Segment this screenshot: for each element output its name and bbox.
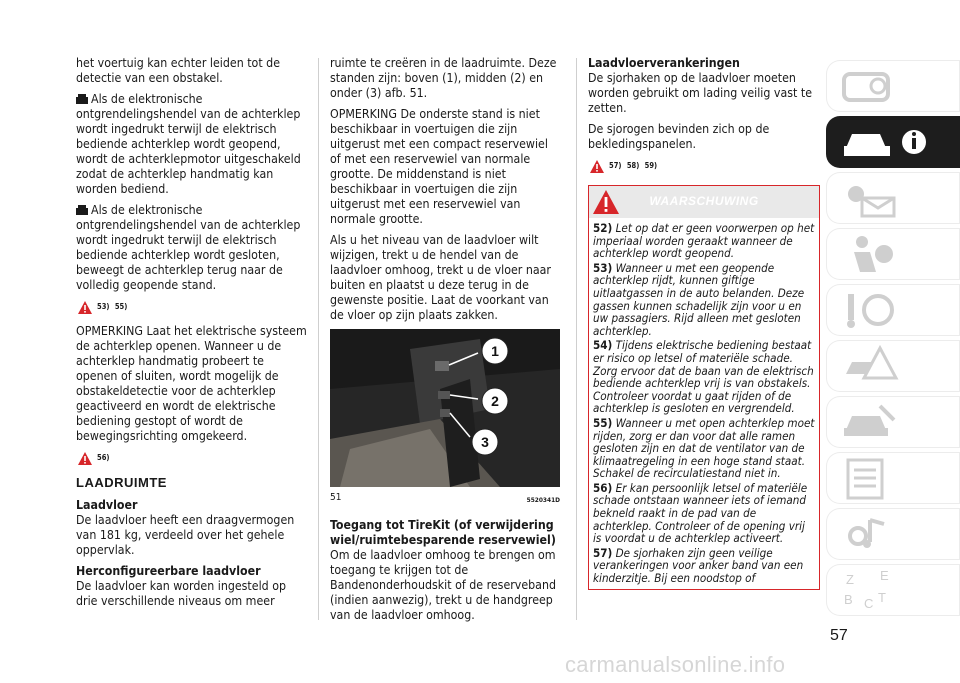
paragraph: De sjorogen bevinden zich op de bekledingspanelen. bbox=[588, 122, 770, 151]
warning-item: 56) Er kan persoonlijk letsel of materiële schade ontstaan wanneer iets of iemand bekneld raakt in de pad van de achterklep. Controleer of de opening vrij is voordat u de achterklep activeert. bbox=[593, 480, 808, 546]
tab-dashboard[interactable] bbox=[826, 60, 960, 112]
paragraph: ruimte te creëren in de laadruimte. Deze standen zijn: boven (1), midden (2) en onder (3) afb. 51. bbox=[330, 56, 557, 100]
tab-warning[interactable] bbox=[826, 340, 960, 392]
airbag-icon bbox=[840, 232, 900, 276]
paragraph: Als de elektronische ontgrendelingshendel van de achterklep wordt ingedrukt terwijl de elektrisch bediende achterklep wordt gesloten, beweegt de achterklep terug naar de volledig geopende stand. bbox=[76, 203, 301, 292]
callout-2: 2 bbox=[491, 393, 499, 409]
column-right bbox=[588, 56, 818, 590]
warning-reference bbox=[78, 450, 308, 465]
tab-car-info[interactable] bbox=[826, 116, 960, 168]
svg-text:E: E bbox=[880, 568, 889, 583]
index-icon bbox=[840, 568, 900, 612]
figure-cargo-floor-photo bbox=[330, 329, 560, 487]
tab-steering[interactable] bbox=[826, 284, 960, 336]
tab-car-service[interactable] bbox=[826, 396, 960, 448]
warning-item: 55) Wanneer u met open achterklep moet rijden, zorg er dan voor dat alle ramen gesloten zijn en dat de ventilator van de klimaatregeling in een hoge stand staat. Schakel de recirculatiestand niet in. bbox=[593, 415, 815, 481]
figure-caption bbox=[330, 490, 560, 508]
warning-reference bbox=[78, 299, 308, 314]
page-number: 57 bbox=[830, 627, 848, 644]
callout-3: 3 bbox=[481, 434, 489, 450]
svg-text:B: B bbox=[844, 592, 853, 607]
warning-item: 54) Tijdens elektrische bediening bestaat er risico op letsel of materiële schade. Zorg ervoor dat de baan van de elektrisch bediende achterklep vrij is van obstakels. Controleer voordat u gaat rijden of de achterklep is gesloten en vergrendeld. bbox=[593, 338, 814, 416]
svg-text:C: C bbox=[864, 596, 874, 611]
paragraph: het voertuig kan echter leiden tot de detectie van een obstakel. bbox=[76, 56, 280, 85]
svg-text:Z: Z bbox=[846, 572, 854, 587]
paragraph: De laadvloer heeft een draagvermogen van 181 kg, verdeeld over het gehele oppervlak. bbox=[76, 513, 295, 557]
car-info-icon bbox=[840, 120, 930, 164]
steering-icon bbox=[840, 288, 900, 332]
car-trunk-icon bbox=[76, 94, 88, 104]
column-middle bbox=[330, 56, 560, 629]
warning-ref-link[interactable]: 57) 58) 59) bbox=[609, 161, 658, 170]
watermark: carmanualsonline.info bbox=[565, 652, 786, 677]
warning-header bbox=[589, 186, 819, 218]
warning-triangle-icon bbox=[590, 160, 604, 173]
tab-lights[interactable] bbox=[826, 172, 960, 224]
specs-icon bbox=[840, 512, 900, 556]
cargo-floor-illustration bbox=[330, 329, 560, 487]
warning-item: 57) De sjorhaken zijn geen veilige verankeringen voor anker band van een kinderzitje. Bij een noodstop of bbox=[593, 545, 804, 586]
callout-1: 1 bbox=[491, 343, 499, 359]
paragraph: Als u het niveau van de laadvloer wilt wijzigen, trekt u de hendel van de laadvloer omhoog, trekt u de vloer naar buiten en plaatst u deze terug in de gewenste positie. Laat de voorkant van de vloer op zijn plaats zakken. bbox=[330, 233, 551, 322]
tab-index[interactable] bbox=[826, 564, 960, 616]
lights-icon bbox=[840, 176, 900, 220]
paragraph: OPMERKING Laat het elektrische systeem de achterklep openen. Wanneer u de achterklep handmatig probeert te openen of sluiten, wordt mogelijk de obstakeldetectie voor de achterklep geactiveerd en wordt de elektrische bediening gestopt of wordt de bewegingsrichting omgekeerd. bbox=[76, 324, 307, 443]
subheading: Laadvloerverankeringen bbox=[588, 56, 740, 70]
paragraph: OPMERKING De onderste stand is niet beschikbaar in voertuigen die zijn uitgerust met een compact reservewiel of met een reservewiel van normale grootte. De middenstand is niet beschikbaar in voertuigen die zijn uitgerust met een reservewiel van normale grootte. bbox=[330, 107, 548, 226]
paragraph: Als de elektronische ontgrendelingshendel van de achterklep wordt ingedrukt terwijl de elektrisch bediende achterklep wordt geopend, wordt de achterklepmotor uitgeschakeld zodat de achterklep handmatig kan worden bediend. bbox=[76, 92, 301, 196]
warning-ref-link[interactable]: 53) 55) bbox=[97, 302, 128, 311]
subheading: Laadvloer bbox=[76, 498, 138, 512]
car-trunk-icon bbox=[76, 205, 88, 215]
warning-box bbox=[588, 185, 820, 590]
paragraph-continuation: ontgrendelingshendel van de achterklep wordt ingedrukt terwijl de elektrisch bediende achterklep wordt geopend, wordt de achterklepmotor uitgeschakeld zodat de achterklep handmatig kan worden bediend. bbox=[76, 107, 301, 196]
column-divider bbox=[318, 58, 319, 620]
tab-airbag[interactable] bbox=[826, 228, 960, 280]
warning-reference bbox=[590, 158, 818, 173]
paragraph-continuation: ontgrendelingshendel van de achterklep wordt ingedrukt terwijl de elektrisch bediende achterklep wordt gesloten, beweegt de achterklep terug naar de volledig geopende stand. bbox=[76, 218, 301, 292]
figure-code: 5520341D bbox=[526, 496, 560, 504]
paragraph: De sjorhaken op de laadvloer moeten worden gebruikt om lading veilig vast te zetten. bbox=[588, 71, 813, 115]
warning-icon bbox=[840, 344, 900, 388]
paragraph: Om de laadvloer omhoog te brengen om toegang te krijgen tot de Bandenonderhoudskit of de reserveband (indien aanwezig), trekt u de handgreep van de laadvloer omhoog. bbox=[330, 548, 556, 622]
warning-triangle-icon bbox=[78, 452, 92, 465]
warning-title: WAARSCHUWING bbox=[649, 194, 759, 208]
subheading: Toegang tot TireKit (of verwijdering wiel/ruimtebesparende reservewiel) bbox=[330, 518, 556, 547]
paragraph: De laadvloer kan worden ingesteld op drie verschillende niveaus om meer bbox=[76, 579, 286, 608]
warning-item: 52) Let op dat er geen voorwerpen op het imperiaal worden geraakt wanneer de achterklep wordt geopend. bbox=[593, 221, 815, 261]
column-divider bbox=[576, 58, 577, 620]
tab-tools[interactable] bbox=[826, 452, 960, 504]
warning-ref-link[interactable]: 56) bbox=[97, 453, 110, 462]
warning-triangle-icon bbox=[78, 301, 92, 314]
subheading: Herconfigureerbare laadvloer bbox=[76, 564, 261, 578]
tools-icon bbox=[840, 456, 900, 500]
column-left bbox=[76, 56, 308, 615]
figure-number: 51 bbox=[330, 492, 342, 503]
section-heading: LAADRUIMTE bbox=[76, 475, 167, 490]
car-service-icon bbox=[840, 400, 900, 444]
dashboard-icon bbox=[840, 64, 900, 108]
warning-item: 53) Wanneer u met een geopende achterklep rijdt, kunnen giftige uitlaatgassen in de auto belanden. Deze gassen kunnen schadelijk zijn voor u en uw passagiers. Rijd alleen met gesloten achterklep. bbox=[593, 260, 805, 338]
svg-text:T: T bbox=[878, 590, 886, 605]
tab-specs[interactable] bbox=[826, 508, 960, 560]
warning-list bbox=[589, 218, 819, 589]
